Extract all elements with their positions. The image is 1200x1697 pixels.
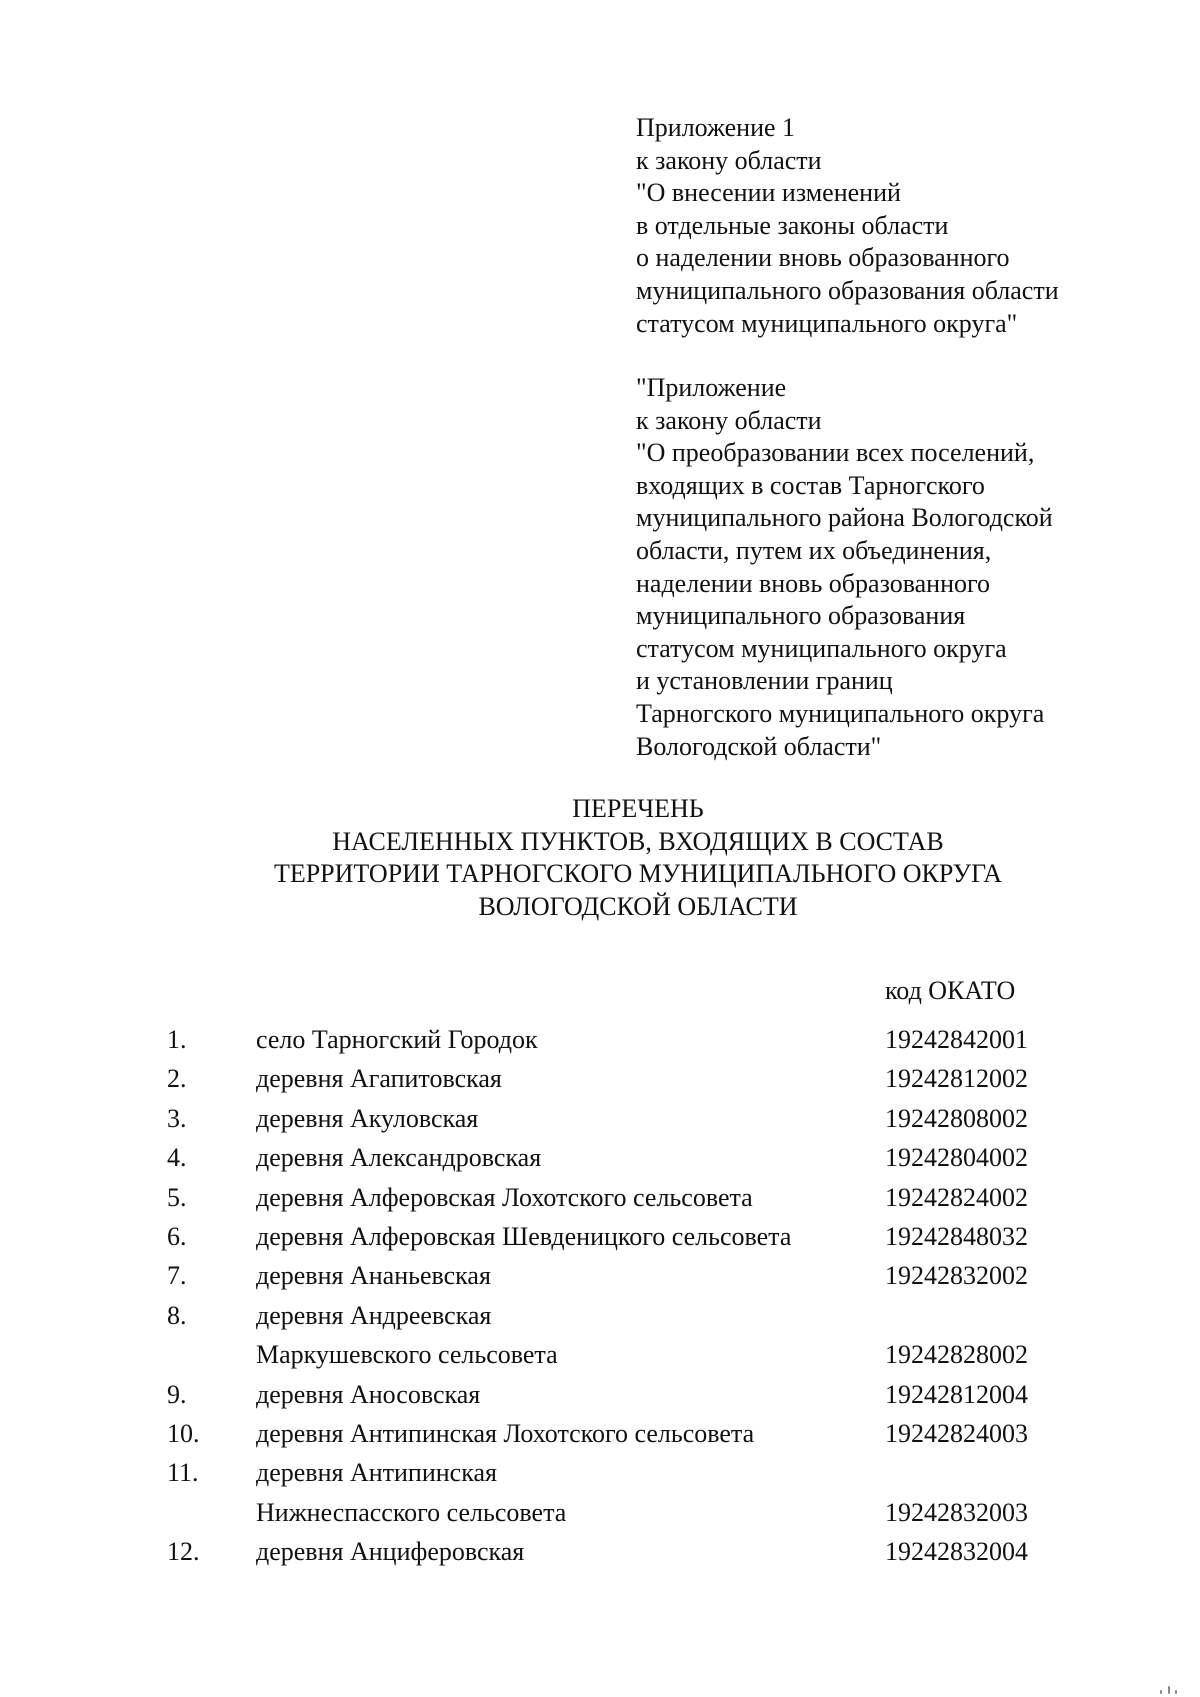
settlement-entry <box>0 1296 1200 1375</box>
appendix-2-line: "Приложение <box>636 373 787 402</box>
settlement-entry <box>0 1138 1200 1177</box>
appendix-2-line: наделении вновь образованного <box>636 568 991 598</box>
appendix-2-line: муниципального района Вологодской <box>636 503 1053 533</box>
settlement-name: деревня Алферовская Шевденицкого сельсовета <box>256 1221 792 1251</box>
appendix-2-header <box>636 372 1156 763</box>
entry-number: 7. <box>167 1261 187 1291</box>
settlement-entry <box>0 1178 1200 1217</box>
entry-number: 12. <box>167 1537 200 1567</box>
entry-row <box>0 1217 1200 1256</box>
appendix-1-line: "О внесении изменений <box>636 178 901 208</box>
settlement-name: деревня Антипинская Лохотского сельсовета <box>256 1418 755 1448</box>
settlement-list <box>0 1020 1200 1571</box>
entry-row <box>0 1532 1200 1571</box>
entry-number: 11. <box>167 1458 199 1488</box>
settlement-entry <box>0 1059 1200 1098</box>
entry-number: 6. <box>167 1221 187 1251</box>
entry-row <box>0 1020 1200 1059</box>
settlement-entry <box>0 1020 1200 1059</box>
entry-number: 4. <box>167 1143 187 1173</box>
settlement-name: деревня Аносовская <box>256 1379 481 1409</box>
appendix-2-line: области, путем их объединения, <box>636 535 992 565</box>
settlement-name: деревня Агапитовская <box>256 1064 502 1094</box>
appendix-1-line: о наделении вновь образованного <box>636 243 1010 273</box>
title-line: ТЕРРИТОРИИ ТАРНОГСКОГО МУНИЦИПАЛЬНОГО ОКРУГА <box>273 859 1003 888</box>
settlement-entry <box>0 1217 1200 1256</box>
settlement-name: деревня Андреевская <box>256 1300 492 1330</box>
entry-row <box>0 1059 1200 1098</box>
entry-row <box>0 1256 1200 1295</box>
entry-row <box>0 1414 1200 1453</box>
okato-code: 19242812004 <box>885 1379 1028 1409</box>
okato-code: 19242824002 <box>885 1182 1028 1212</box>
appendix-1-line: в отдельные законы области <box>636 210 949 240</box>
okato-code: 19242848032 <box>885 1221 1028 1251</box>
okato-code: 19242804002 <box>885 1143 1028 1173</box>
entry-number: 9. <box>167 1379 187 1409</box>
entry-row <box>0 1178 1200 1217</box>
settlement-name: село Тарногский Городок <box>256 1025 538 1054</box>
entry-row <box>0 1335 1200 1374</box>
appendix-2-line: и установлении границ <box>636 666 893 696</box>
settlement-name: Маркушевского сельсовета <box>256 1340 558 1370</box>
entry-row <box>0 1493 1200 1532</box>
settlement-name: деревня Ананьевская <box>256 1261 491 1291</box>
appendix-2-line: к закону области <box>636 405 822 435</box>
scan-speck <box>1175 1690 1177 1694</box>
entry-number: 10. <box>167 1418 200 1448</box>
entry-row <box>0 1099 1200 1138</box>
settlement-entry <box>0 1099 1200 1138</box>
entry-row <box>0 1453 1200 1492</box>
entry-row <box>0 1296 1200 1335</box>
entry-row <box>0 1138 1200 1177</box>
appendix-2-line: статусом муниципального округа <box>636 633 1007 663</box>
settlement-name: деревня Александровская <box>256 1143 542 1173</box>
okato-code: 19242812002 <box>885 1064 1028 1094</box>
title-line: НАСЕЛЕННЫХ ПУНКТОВ, ВХОДЯЩИХ В СОСТАВ <box>332 826 944 856</box>
appendix-2-line: муниципального образования <box>636 601 966 631</box>
appendix-2-line: Тарногского муниципального округа <box>636 698 1045 728</box>
settlement-name: Нижнеспасского сельсовета <box>256 1497 567 1527</box>
settlement-entry <box>0 1453 1200 1532</box>
okato-code: 19242832004 <box>885 1537 1028 1567</box>
appendix-1-line: Приложение 1 <box>636 113 796 142</box>
scan-speck <box>1168 1686 1170 1694</box>
appendix-1-line: к закону области <box>636 145 822 175</box>
entry-number: 1. <box>167 1025 187 1054</box>
entry-number: 5. <box>167 1182 187 1212</box>
appendix-2-line: "О преобразовании всех поселений, <box>636 438 1035 468</box>
document-title <box>0 793 1200 923</box>
settlement-name: деревня Антипинская <box>256 1458 497 1488</box>
okato-code: 19242824003 <box>885 1418 1028 1448</box>
settlement-name: деревня Анциферовская <box>256 1537 525 1567</box>
appendix-2-line: Вологодской области" <box>636 731 882 761</box>
settlement-entry <box>0 1532 1200 1571</box>
entry-row <box>0 1375 1200 1414</box>
okato-column-header: код ОКАТО <box>885 976 1016 1005</box>
entry-number: 2. <box>167 1064 187 1094</box>
appendix-1-line: муниципального образования области <box>636 275 1059 305</box>
title-line: ПЕРЕЧЕНЬ <box>572 794 704 823</box>
scan-speck <box>1160 1690 1162 1694</box>
okato-code: 19242808002 <box>885 1103 1028 1133</box>
settlement-entry <box>0 1414 1200 1453</box>
settlement-name: деревня Акуловская <box>256 1103 479 1133</box>
okato-code: 19242832002 <box>885 1261 1028 1291</box>
title-line: ВОЛОГОДСКОЙ ОБЛАСТИ <box>478 891 798 921</box>
appendix-1-line: статусом муниципального округа" <box>636 308 1018 338</box>
settlement-name: деревня Алферовская Лохотского сельсовета <box>256 1182 753 1212</box>
appendix-1-header <box>636 112 1156 340</box>
okato-code: 19242832003 <box>885 1497 1028 1527</box>
settlement-entry <box>0 1375 1200 1414</box>
okato-code: 19242828002 <box>885 1340 1028 1370</box>
entry-number: 8. <box>167 1300 187 1330</box>
appendix-2-line: входящих в состав Тарногского <box>636 470 985 500</box>
okato-code: 19242842001 <box>885 1025 1028 1054</box>
settlement-entry <box>0 1256 1200 1295</box>
entry-number: 3. <box>167 1103 187 1133</box>
